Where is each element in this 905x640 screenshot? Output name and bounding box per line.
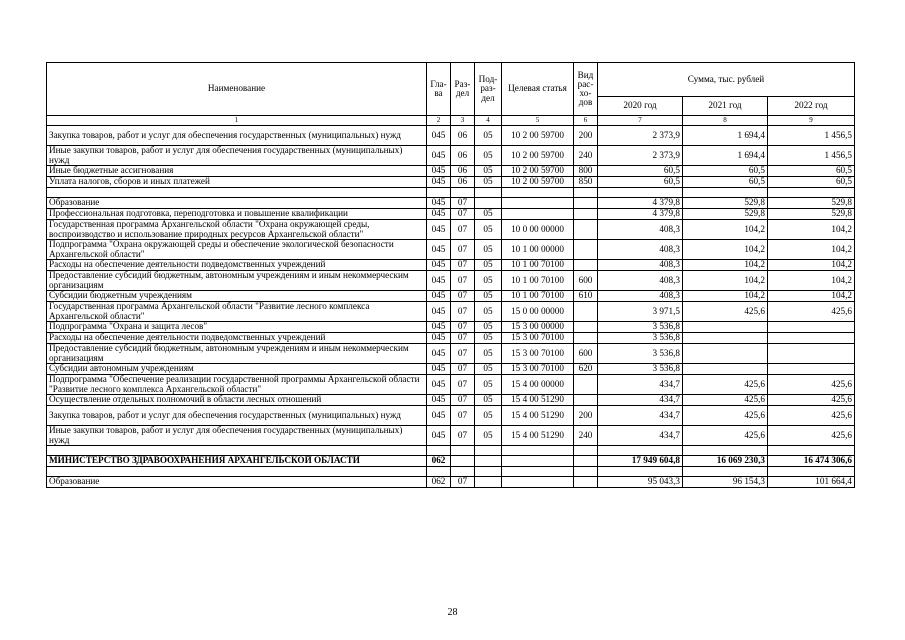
- row-razdel: 07: [451, 406, 475, 426]
- row-sum-2020: 3 536,8: [598, 322, 683, 333]
- row-razdel: 07: [451, 209, 475, 220]
- row-sum-2021: 60,5: [683, 166, 768, 177]
- row-name: МИНИСТЕРСТВО ЗДРАВООХРАНЕНИЯ АРХАНГЕЛЬСКОЙ ОБЛАСТИ: [47, 456, 427, 467]
- row-sum-2021: 104,2: [683, 291, 768, 302]
- row-razdel: 06: [451, 146, 475, 166]
- table-row: [47, 302, 855, 322]
- row-name: Иные закупки товаров, работ и услуг для обеспечения государственных (муниципальных) нужд: [47, 146, 427, 166]
- row-expense-type: 200: [574, 406, 598, 426]
- row-sum-2022: 60,5: [768, 177, 855, 188]
- spacer-cell: [451, 446, 475, 456]
- row-glava: 045: [427, 271, 451, 291]
- row-glava: 045: [427, 260, 451, 271]
- col-num: 5: [502, 116, 574, 126]
- row-sum-2020: 2 373,9: [598, 146, 683, 166]
- row-razdel: 07: [451, 322, 475, 333]
- row-target-article: 15 4 00 51290: [502, 406, 574, 426]
- row-sum-2022: 425,6: [768, 395, 855, 406]
- spacer-cell: [47, 446, 427, 456]
- row-target-article: 10 2 00 59700: [502, 146, 574, 166]
- row-name: Иные закупки товаров, работ и услуг для обеспечения государственных (муниципальных) нужд: [47, 426, 427, 446]
- row-podrazdel: 05: [475, 271, 502, 291]
- row-expense-type: 240: [574, 146, 598, 166]
- row-glava: 045: [427, 291, 451, 302]
- header-2021: 2021 год: [683, 97, 768, 116]
- col-num: 3: [451, 116, 475, 126]
- spacer-row: [47, 467, 855, 477]
- table-row: [47, 271, 855, 291]
- row-target-article: 10 1 00 70100: [502, 271, 574, 291]
- row-sum-2020: 408,3: [598, 271, 683, 291]
- row-glava: 045: [427, 220, 451, 240]
- row-glava: 045: [427, 146, 451, 166]
- row-podrazdel: 05: [475, 260, 502, 271]
- row-podrazdel: 05: [475, 395, 502, 406]
- row-razdel: 07: [451, 375, 475, 395]
- row-razdel: 07: [451, 198, 475, 209]
- row-sum-2022: 1 456,5: [768, 146, 855, 166]
- row-sum-2022: 104,2: [768, 220, 855, 240]
- row-sum-2021: 96 154,3: [683, 477, 768, 488]
- row-name: Образование: [47, 198, 427, 209]
- row-glava: 045: [427, 406, 451, 426]
- row-glava: 045: [427, 126, 451, 146]
- table-row: [47, 406, 855, 426]
- spacer-cell: [598, 446, 683, 456]
- row-glava: 045: [427, 166, 451, 177]
- row-sum-2020: 434,7: [598, 395, 683, 406]
- col-num: 7: [598, 116, 683, 126]
- row-sum-2020: 60,5: [598, 177, 683, 188]
- row-glava: 045: [427, 302, 451, 322]
- row-razdel: 06: [451, 166, 475, 177]
- row-expense-type: 610: [574, 291, 598, 302]
- row-target-article: 15 3 00 70100: [502, 344, 574, 364]
- row-expense-type: [574, 395, 598, 406]
- row-sum-2021: 529,8: [683, 198, 768, 209]
- row-glava: 045: [427, 177, 451, 188]
- row-razdel: 06: [451, 177, 475, 188]
- spacer-cell: [574, 446, 598, 456]
- row-razdel: 07: [451, 477, 475, 488]
- row-name: Закупка товаров, работ и услуг для обеспечения государственных (муниципальных) нужд: [47, 126, 427, 146]
- spacer-cell: [427, 446, 451, 456]
- row-sum-2021: 104,2: [683, 240, 768, 260]
- table-row: [47, 375, 855, 395]
- row-target-article: 15 3 00 70100: [502, 364, 574, 375]
- spacer-cell: [475, 446, 502, 456]
- header-sum: Сумма, тыс. рублей: [598, 63, 855, 97]
- spacer-cell: [475, 467, 502, 477]
- row-sum-2022: [768, 333, 855, 344]
- spacer-cell: [574, 188, 598, 198]
- table-row: [47, 146, 855, 166]
- row-expense-type: 800: [574, 166, 598, 177]
- table-row: [47, 166, 855, 177]
- table-row: [47, 333, 855, 344]
- row-glava: 045: [427, 364, 451, 375]
- row-podrazdel: 05: [475, 426, 502, 446]
- row-sum-2021: 425,6: [683, 406, 768, 426]
- row-expense-type: [574, 375, 598, 395]
- spacer-cell: [598, 188, 683, 198]
- row-sum-2022: [768, 364, 855, 375]
- table-row: [47, 209, 855, 220]
- row-name: Подпрограмма "Охрана окружающей среды и обеспечение экологической безопасности Архангельской области": [47, 240, 427, 260]
- spacer-cell: [768, 467, 855, 477]
- row-target-article: 15 0 00 00000: [502, 302, 574, 322]
- budget-table: [46, 62, 855, 488]
- row-podrazdel: 05: [475, 177, 502, 188]
- row-target-article: [502, 456, 574, 467]
- row-expense-type: [574, 260, 598, 271]
- row-sum-2022: 16 474 306,6: [768, 456, 855, 467]
- row-glava: 045: [427, 322, 451, 333]
- row-sum-2021: 104,2: [683, 271, 768, 291]
- row-razdel: 07: [451, 333, 475, 344]
- spacer-cell: [502, 467, 574, 477]
- row-expense-type: [574, 302, 598, 322]
- row-sum-2020: 408,3: [598, 240, 683, 260]
- row-expense-type: [574, 322, 598, 333]
- row-razdel: 07: [451, 302, 475, 322]
- row-name: Расходы на обеспечение деятельности подведомственных учреждений: [47, 333, 427, 344]
- spacer-cell: [427, 188, 451, 198]
- row-sum-2020: 3 536,8: [598, 344, 683, 364]
- row-expense-type: 850: [574, 177, 598, 188]
- header-podrazdel: Под-раз-дел: [475, 63, 502, 116]
- row-sum-2020: 434,7: [598, 375, 683, 395]
- table-row: [47, 260, 855, 271]
- row-expense-type: [574, 209, 598, 220]
- col-num: 8: [683, 116, 768, 126]
- row-razdel: 07: [451, 260, 475, 271]
- row-sum-2020: 3 971,5: [598, 302, 683, 322]
- row-sum-2020: 408,3: [598, 260, 683, 271]
- table-row: [47, 456, 855, 467]
- row-sum-2022: 101 664,4: [768, 477, 855, 488]
- row-sum-2021: [683, 364, 768, 375]
- table-row: [47, 322, 855, 333]
- row-sum-2020: 95 043,3: [598, 477, 683, 488]
- row-name: Субсидии автономным учреждениям: [47, 364, 427, 375]
- row-sum-2022: 529,8: [768, 209, 855, 220]
- row-expense-type: 600: [574, 271, 598, 291]
- row-sum-2022: 529,8: [768, 198, 855, 209]
- row-glava: 045: [427, 426, 451, 446]
- row-sum-2021: 425,6: [683, 395, 768, 406]
- table-row: [47, 198, 855, 209]
- row-expense-type: 620: [574, 364, 598, 375]
- row-name: Образование: [47, 477, 427, 488]
- row-podrazdel: [475, 477, 502, 488]
- page-number: 28: [447, 607, 458, 618]
- row-target-article: 10 1 00 70100: [502, 291, 574, 302]
- row-target-article: 10 2 00 59700: [502, 177, 574, 188]
- table-row: [47, 344, 855, 364]
- spacer-cell: [768, 446, 855, 456]
- row-name: Предоставление субсидий бюджетным, автономным учреждениям и иным некоммерческим организациям: [47, 344, 427, 364]
- row-expense-type: 240: [574, 426, 598, 446]
- row-sum-2021: 1 694,4: [683, 146, 768, 166]
- row-sum-2021: 1 694,4: [683, 126, 768, 146]
- row-expense-type: [574, 220, 598, 240]
- row-target-article: 10 2 00 59700: [502, 166, 574, 177]
- row-podrazdel: 05: [475, 166, 502, 177]
- row-sum-2022: [768, 322, 855, 333]
- col-num: 1: [47, 116, 427, 126]
- row-sum-2021: [683, 333, 768, 344]
- row-target-article: 10 0 00 00000: [502, 220, 574, 240]
- spacer-cell: [683, 446, 768, 456]
- table-row: [47, 126, 855, 146]
- row-razdel: 07: [451, 271, 475, 291]
- header-glava: Гла-ва: [427, 63, 451, 116]
- row-podrazdel: 05: [475, 209, 502, 220]
- row-podrazdel: 05: [475, 240, 502, 260]
- table-row: [47, 220, 855, 240]
- row-sum-2020: 3 536,8: [598, 333, 683, 344]
- row-sum-2020: 4 379,8: [598, 198, 683, 209]
- spacer-cell: [502, 188, 574, 198]
- row-podrazdel: 05: [475, 302, 502, 322]
- row-podrazdel: 05: [475, 126, 502, 146]
- row-podrazdel: 05: [475, 322, 502, 333]
- row-sum-2020: 408,3: [598, 291, 683, 302]
- row-target-article: [502, 209, 574, 220]
- row-podrazdel: 05: [475, 375, 502, 395]
- table-row: [47, 177, 855, 188]
- row-sum-2022: 1 456,5: [768, 126, 855, 146]
- table-row: [47, 240, 855, 260]
- row-sum-2020: 408,3: [598, 220, 683, 240]
- row-name: Государственная программа Архангельской области "Развитие лесного комплекса Архангельской области": [47, 302, 427, 322]
- header-vid: Вид рас-хо-дов: [574, 63, 598, 116]
- row-expense-type: [574, 198, 598, 209]
- row-sum-2022: 104,2: [768, 240, 855, 260]
- row-glava: 045: [427, 198, 451, 209]
- row-name: Профессиональная подготовка, переподготовка и повышение квалификации: [47, 209, 427, 220]
- row-podrazdel: [475, 456, 502, 467]
- row-sum-2021: 425,6: [683, 375, 768, 395]
- row-name: Предоставление субсидий бюджетным, автономным учреждениям и иным некоммерческим организациям: [47, 271, 427, 291]
- col-num: 6: [574, 116, 598, 126]
- row-sum-2022: 60,5: [768, 166, 855, 177]
- row-razdel: 07: [451, 240, 475, 260]
- table-row: [47, 364, 855, 375]
- row-razdel: [451, 456, 475, 467]
- row-target-article: 15 3 00 00000: [502, 322, 574, 333]
- row-sum-2022: 104,2: [768, 260, 855, 271]
- row-razdel: 07: [451, 344, 475, 364]
- spacer-cell: [427, 467, 451, 477]
- row-sum-2021: 104,2: [683, 260, 768, 271]
- spacer-cell: [475, 188, 502, 198]
- row-sum-2021: 16 069 230,3: [683, 456, 768, 467]
- row-razdel: 07: [451, 395, 475, 406]
- row-sum-2021: [683, 322, 768, 333]
- row-expense-type: 200: [574, 126, 598, 146]
- header-2020: 2020 год: [598, 97, 683, 116]
- row-sum-2021: 425,6: [683, 426, 768, 446]
- row-podrazdel: 05: [475, 344, 502, 364]
- row-sum-2021: 104,2: [683, 220, 768, 240]
- row-target-article: 15 4 00 00000: [502, 375, 574, 395]
- header-name: Наименование: [47, 63, 427, 116]
- row-expense-type: [574, 477, 598, 488]
- row-sum-2022: [768, 344, 855, 364]
- spacer-cell: [451, 188, 475, 198]
- row-glava: 045: [427, 333, 451, 344]
- spacer-cell: [768, 188, 855, 198]
- row-razdel: 06: [451, 126, 475, 146]
- row-expense-type: [574, 333, 598, 344]
- row-glava: 045: [427, 395, 451, 406]
- header-2022: 2022 год: [768, 97, 855, 116]
- row-razdel: 07: [451, 291, 475, 302]
- row-name: Подпрограмма "Обеспечение реализации государственной программы Архангельской области "Развитие лесного комплекса Архангельской области": [47, 375, 427, 395]
- row-sum-2021: 60,5: [683, 177, 768, 188]
- table-row: [47, 395, 855, 406]
- spacer-cell: [683, 467, 768, 477]
- row-glava: 062: [427, 477, 451, 488]
- table-row: [47, 426, 855, 446]
- row-expense-type: [574, 456, 598, 467]
- row-sum-2022: 104,2: [768, 291, 855, 302]
- row-name: Подпрограмма "Охрана и защита лесов": [47, 322, 427, 333]
- spacer-cell: [47, 467, 427, 477]
- row-podrazdel: 05: [475, 220, 502, 240]
- row-sum-2022: 425,6: [768, 302, 855, 322]
- row-name: Иные бюджетные ассигнования: [47, 166, 427, 177]
- row-sum-2020: 2 373,9: [598, 126, 683, 146]
- row-razdel: 07: [451, 364, 475, 375]
- spacer-row: [47, 446, 855, 456]
- row-target-article: 10 2 00 59700: [502, 126, 574, 146]
- row-target-article: 15 4 00 51290: [502, 426, 574, 446]
- row-target-article: 10 1 00 70100: [502, 260, 574, 271]
- spacer-row: [47, 188, 855, 198]
- row-podrazdel: 05: [475, 333, 502, 344]
- row-sum-2021: [683, 344, 768, 364]
- row-name: Осуществление отдельных полномочий в области лесных отношений: [47, 395, 427, 406]
- row-glava: 045: [427, 209, 451, 220]
- row-expense-type: 600: [574, 344, 598, 364]
- row-name: Субсидии бюджетным учреждениям: [47, 291, 427, 302]
- row-podrazdel: 05: [475, 291, 502, 302]
- row-target-article: 15 4 00 51290: [502, 395, 574, 406]
- row-sum-2020: 434,7: [598, 426, 683, 446]
- row-podrazdel: 05: [475, 364, 502, 375]
- header-razdel: Раз-дел: [451, 63, 475, 116]
- row-podrazdel: 05: [475, 406, 502, 426]
- col-num: 2: [427, 116, 451, 126]
- row-glava: 045: [427, 344, 451, 364]
- spacer-cell: [683, 188, 768, 198]
- table-row: [47, 291, 855, 302]
- spacer-cell: [451, 467, 475, 477]
- header-row-top: [47, 63, 855, 97]
- row-glava: 045: [427, 375, 451, 395]
- row-target-article: 10 1 00 00000: [502, 240, 574, 260]
- row-glava: 045: [427, 240, 451, 260]
- row-sum-2020: 17 949 604,8: [598, 456, 683, 467]
- row-name: Уплата налогов, сборов и иных платежей: [47, 177, 427, 188]
- row-sum-2021: 425,6: [683, 302, 768, 322]
- table-row: [47, 477, 855, 488]
- row-sum-2020: 60,5: [598, 166, 683, 177]
- spacer-cell: [502, 446, 574, 456]
- row-sum-2022: 104,2: [768, 271, 855, 291]
- row-sum-2022: 425,6: [768, 426, 855, 446]
- header-target: Целевая статья: [502, 63, 574, 116]
- row-sum-2020: 4 379,8: [598, 209, 683, 220]
- row-sum-2022: 425,6: [768, 406, 855, 426]
- row-glava: 062: [427, 456, 451, 467]
- column-number-row: [47, 116, 855, 126]
- row-sum-2020: 3 536,8: [598, 364, 683, 375]
- row-podrazdel: 05: [475, 146, 502, 166]
- row-sum-2022: 425,6: [768, 375, 855, 395]
- row-podrazdel: [475, 198, 502, 209]
- col-num: 9: [768, 116, 855, 126]
- spacer-cell: [574, 467, 598, 477]
- row-razdel: 07: [451, 220, 475, 240]
- row-target-article: [502, 477, 574, 488]
- row-expense-type: [574, 240, 598, 260]
- col-num: 4: [475, 116, 502, 126]
- spacer-cell: [598, 467, 683, 477]
- row-sum-2021: 529,8: [683, 209, 768, 220]
- spacer-cell: [47, 188, 427, 198]
- row-target-article: [502, 198, 574, 209]
- row-name: Расходы на обеспечение деятельности подведомственных учреждений: [47, 260, 427, 271]
- row-name: Закупка товаров, работ и услуг для обеспечения государственных (муниципальных) нужд: [47, 406, 427, 426]
- row-target-article: 15 3 00 70100: [502, 333, 574, 344]
- row-name: Государственная программа Архангельской области "Охрана окружающей среды, воспроизводство и использование природных ресурсов Архангельской области": [47, 220, 427, 240]
- row-sum-2020: 434,7: [598, 406, 683, 426]
- row-razdel: 07: [451, 426, 475, 446]
